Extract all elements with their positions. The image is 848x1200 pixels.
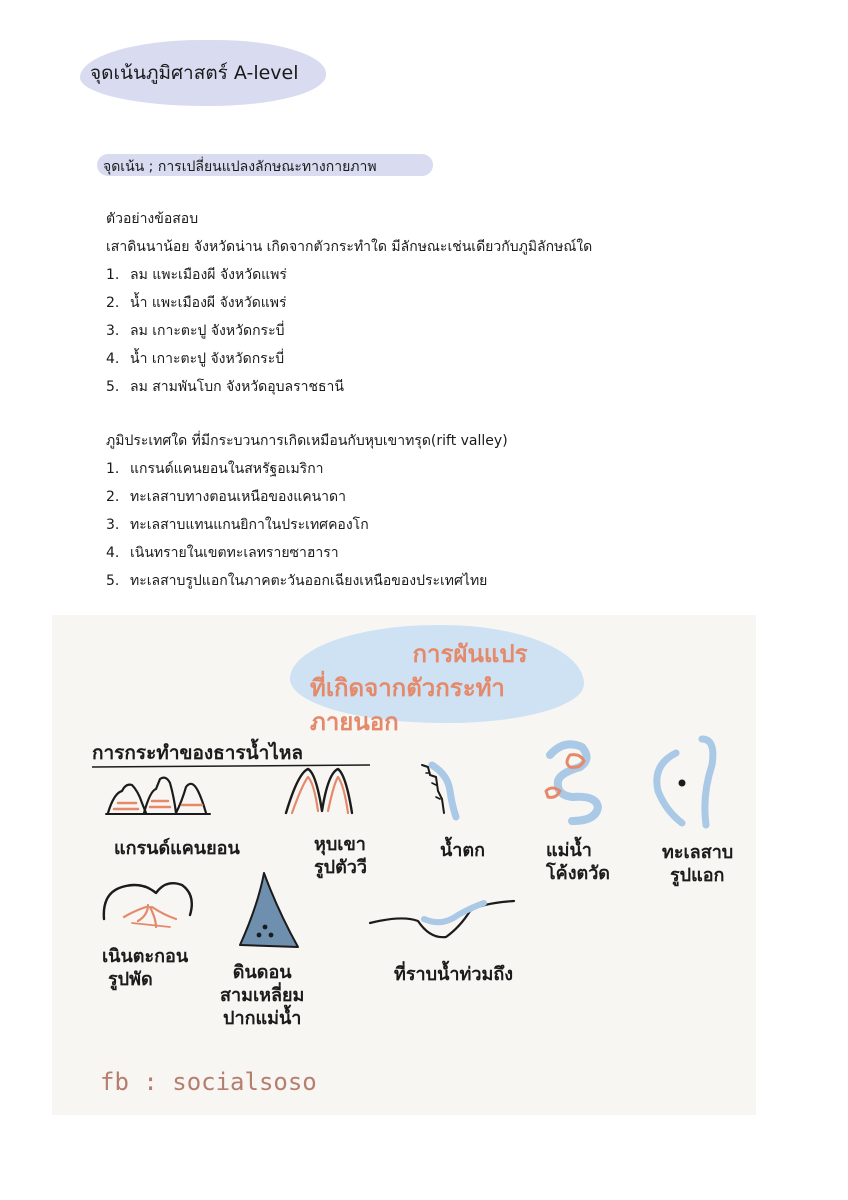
landform-drawings (52, 615, 756, 1115)
banner-title: การผันแปร ที่เกิดจากตัวกระทำภายนอก (310, 640, 528, 736)
choice-item: 4. เนินทรายในเขตทะเลทรายซาฮารา (106, 545, 339, 561)
alluvial-fan-icon (104, 883, 192, 927)
label-grand-canyon: แกรนด์แคนยอน (114, 838, 240, 859)
choice-item: 2. น้ำ แพะเมืองผี จังหวัดแพร่ (106, 295, 287, 311)
label-waterfall: น้ำตก (440, 840, 485, 861)
canyon-icon (106, 778, 210, 814)
waterfall-icon (422, 765, 456, 817)
v-valley-icon (286, 769, 352, 813)
choice-item: 4. น้ำ เกาะตะปู จังหวัดกระบี่ (106, 351, 285, 367)
label-delta: ดินดอน สามเหลี่ยม ปากแม่น้ำ (220, 962, 305, 1029)
oxbow-lake-icon (657, 739, 713, 825)
credit-text: fb : socialsoso (100, 1068, 317, 1096)
choice-item: 2. ทะเลสาบทางตอนเหนือของแคนาดา (106, 489, 346, 505)
choice-item: 5. ทะเลสาบรูปแอกในภาคตะวันออกเฉียงเหนือของประเทศไทย (106, 573, 488, 589)
meander-icon (546, 744, 598, 821)
page-title: จุดเน้นภูมิศาสตร์ A-level (90, 62, 299, 84)
label-floodplain: ที่ราบน้ำท่วมถึง (394, 964, 514, 985)
heading-underline (92, 765, 370, 767)
question-2 (106, 427, 508, 595)
question-1 (106, 205, 592, 401)
choice-item: 1. ลม แพะเมืองผี จังหวัดแพร่ (106, 267, 287, 283)
choice-item: 5. ลม สามพันโบก จังหวัดอุบลราชธานี (106, 379, 344, 395)
choice-item: 3. ทะเลสาบแทนแกนยิกาในประเทศคองโก (106, 517, 369, 533)
floodplain-icon (370, 901, 514, 937)
label-meander: แม่น้ำ โค้งตวัด (546, 840, 610, 884)
stream-action-heading: การกระทำของธารน้ำไหล (92, 742, 304, 764)
focus-topic: จุดเน้น ; การเปลี่ยนแปลงลักษณะทางกายภาพ (103, 159, 377, 175)
label-alluvial-fan: เนินตะกอน รูปพัด (102, 946, 189, 990)
label-v-valley: หุบเขา รูปตัววี (314, 834, 367, 878)
landform-sketch (52, 615, 756, 1115)
exam-intro: ตัวอย่างข้อสอบ (106, 211, 199, 227)
choice-item: 1. แกรนด์แคนยอนในสหรัฐอเมริกา (106, 461, 324, 477)
label-oxbow-lake: ทะเลสาบ รูปแอก (662, 842, 734, 886)
choice-item: 3. ลม เกาะตะปู จังหวัดกระบี่ (106, 323, 285, 339)
question-2-stem: ภูมิประเทศใด ที่มีกระบวนการเกิดเหมือนกับหุบเขาทรุด(rift valley) (106, 433, 508, 449)
question-1-stem: เสาดินนาน้อย จังหวัดน่าน เกิดจากตัวกระทำใด มีลักษณะเช่นเดียวกับภูมิลักษณ์ใด (106, 239, 593, 255)
delta-icon (240, 873, 298, 947)
